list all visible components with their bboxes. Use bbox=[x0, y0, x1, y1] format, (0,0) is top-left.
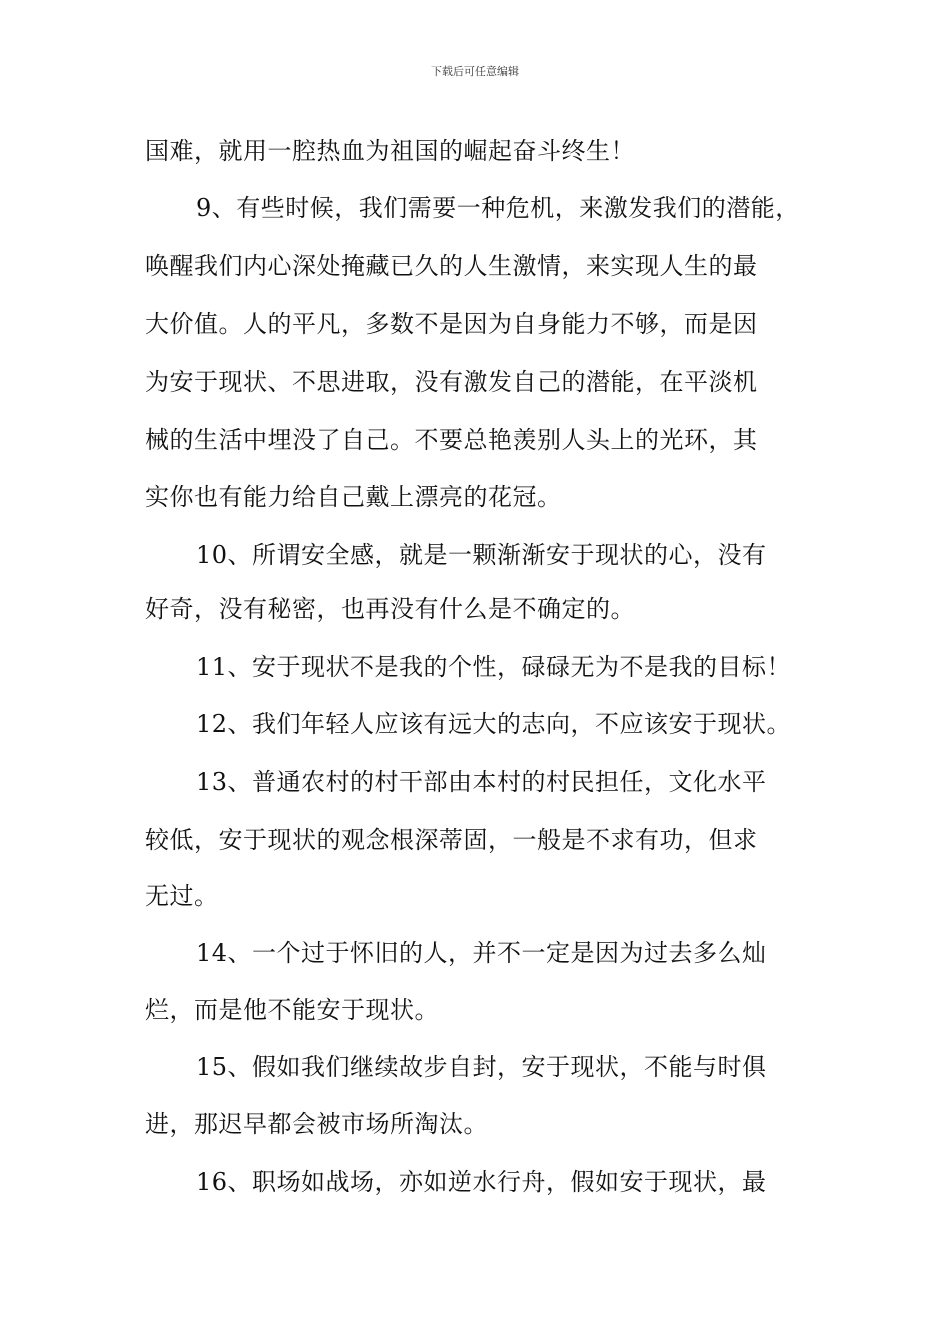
text-line: 烂，而是他不能安于现状。 bbox=[145, 996, 439, 1024]
text-line: 唤醒我们内心深处掩藏已久的人生激情，来实现人生的最 bbox=[145, 252, 758, 280]
text-line: 国难，就用一腔热血为祖国的崛起奋斗终生！ bbox=[145, 137, 635, 165]
text-line: 9、有些时候，我们需要一种危机，来激发我们的潜能， bbox=[196, 194, 800, 222]
text-line: 实你也有能力给自己戴上漂亮的花冠。 bbox=[145, 483, 562, 511]
text-line: 进，那迟早都会被市场所淘汰。 bbox=[145, 1110, 488, 1138]
text-line: 大价值。人的平凡，多数不是因为自身能力不够，而是因 bbox=[145, 310, 758, 338]
text-line: 无过。 bbox=[145, 882, 219, 910]
text-line: 16、职场如战场，亦如逆水行舟，假如安于现状，最 bbox=[196, 1168, 767, 1196]
text-line: 较低，安于现状的观念根深蒂固，一般是不求有功，但求 bbox=[145, 826, 758, 854]
text-line: 11、安于现状不是我的个性，碌碌无为不是我的目标！ bbox=[196, 653, 792, 681]
text-line: 14、一个过于怀旧的人，并不一定是因为过去多么灿 bbox=[196, 939, 767, 967]
page-header: 下载后可任意编辑 bbox=[431, 65, 519, 78]
text-line: 好奇，没有秘密，也再没有什么是不确定的。 bbox=[145, 595, 635, 623]
text-line: 为安于现状、不思进取，没有激发自己的潜能，在平淡机 bbox=[145, 368, 758, 396]
text-line: 12、我们年轻人应该有远大的志向，不应该安于现状。 bbox=[196, 710, 792, 738]
text-line: 械的生活中埋没了自己。不要总艳羡别人头上的光环，其 bbox=[145, 426, 758, 454]
text-line: 10、所谓安全感，就是一颗渐渐安于现状的心，没有 bbox=[196, 541, 767, 569]
text-line: 15、假如我们继续故步自封，安于现状，不能与时俱 bbox=[196, 1053, 767, 1081]
text-line: 13、普通农村的村干部由本村的村民担任，文化水平 bbox=[196, 768, 767, 796]
